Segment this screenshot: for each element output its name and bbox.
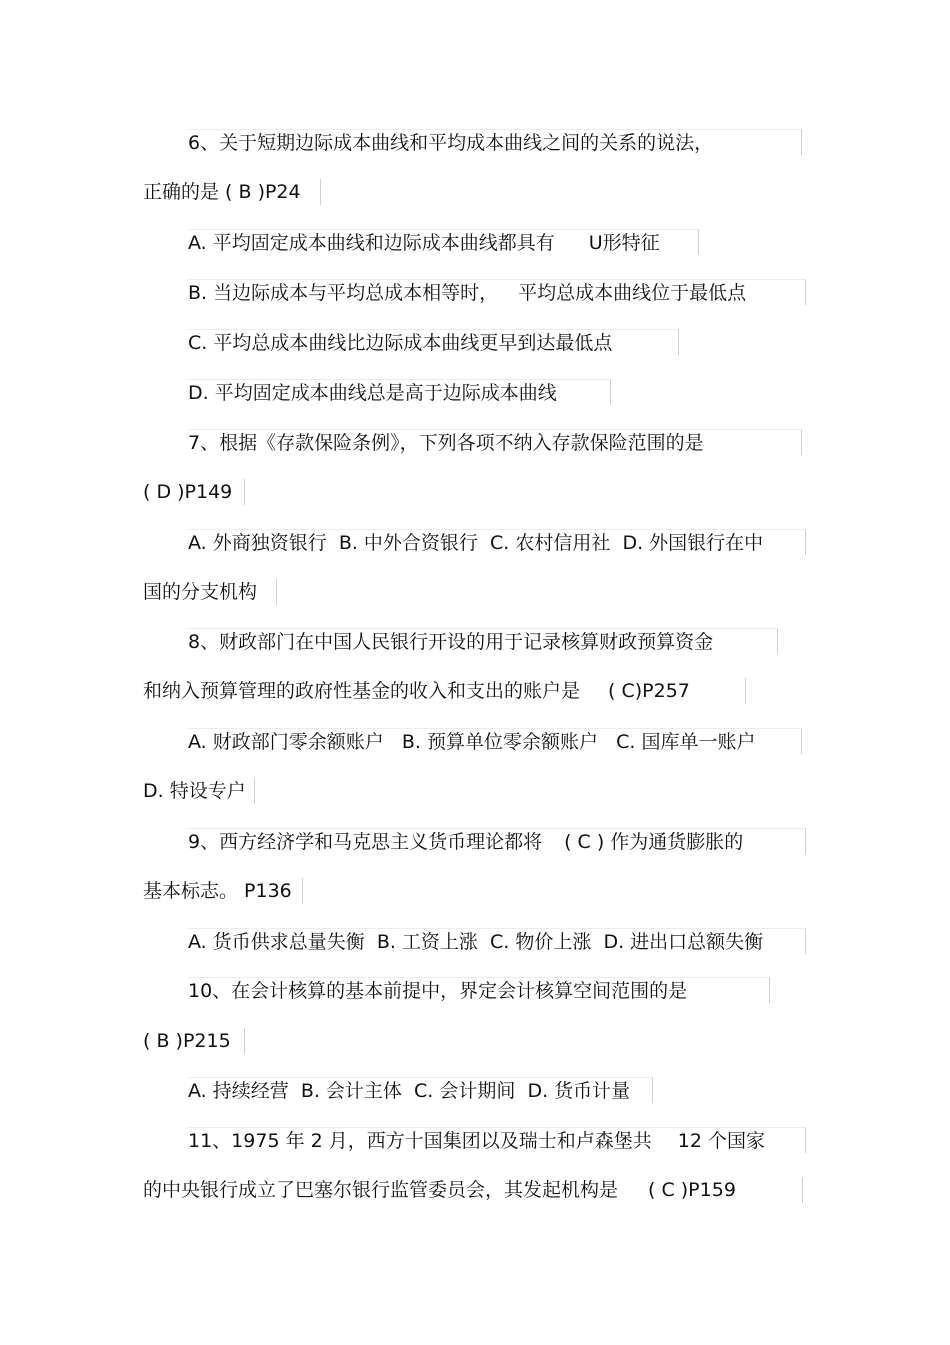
text-line: [143, 778, 255, 804]
text-segment: 基本标志。 P136: [143, 880, 292, 902]
text-line: [188, 828, 806, 854]
text-segment: D. 平均固定成本曲线总是高于边际成本曲线: [188, 382, 557, 404]
text-line: [188, 529, 806, 555]
text-segment: 6、关于短期边际成本曲线和平均成本曲线之间的关系的说法，: [188, 132, 714, 154]
text-line: [188, 129, 802, 155]
text-segment: 和纳入预算管理的政府性基金的收入和支出的账户是: [143, 680, 581, 702]
text-segment: ( C ) 作为通货膨胀的: [564, 831, 744, 853]
text-segment: ( B )P215: [143, 1030, 231, 1052]
text-segment: D. 特设专户: [143, 780, 246, 802]
text-line: [188, 728, 802, 754]
text-segment: 10、在会计核算的基本前提中，界定会计核算空间范围的是: [188, 980, 688, 1002]
text-line: [143, 878, 303, 904]
text-segment: A. 平均固定成本曲线和边际成本曲线都具有: [188, 232, 555, 254]
text-line: [143, 479, 245, 505]
text-segment: B. 当边际成本与平均总成本相等时，: [188, 282, 499, 304]
text-segment: 12 个国家: [677, 1130, 765, 1152]
text-line: [188, 279, 806, 305]
text-line: [188, 628, 778, 654]
text-segment: 11、1975 年 2 月，西方十国集团以及瑞士和卢森堡共: [188, 1130, 652, 1152]
text-line: [143, 1177, 803, 1203]
text-line: [143, 1028, 245, 1054]
text-segment: U形特征: [588, 232, 660, 254]
text-line: [188, 429, 802, 455]
text-line: [143, 579, 277, 605]
text-segment: ( C )P159: [648, 1179, 736, 1201]
text-line: [188, 1077, 653, 1103]
text-line: [143, 678, 746, 704]
text-segment: 国的分支机构: [143, 581, 258, 603]
text-line: [188, 1127, 806, 1153]
text-line: [188, 928, 806, 954]
text-segment: 8、财政部门在中国人民银行开设的用于记录核算财政预算资金: [188, 631, 714, 653]
text-line: [188, 229, 699, 255]
text-segment: ( C)P257: [608, 680, 690, 702]
text-segment: A. 财政部门零余额账户 B. 预算单位零余额账户 C. 国库单一账户: [188, 731, 756, 753]
text-segment: A. 货币供求总量失衡 B. 工资上涨 C. 物价上涨 D. 进出口总额失衡: [188, 931, 764, 953]
text-segment: 9、西方经济学和马克思主义货币理论都将: [188, 831, 543, 853]
text-segment: 7、根据《存款保险条例》，下列各项不纳入存款保险范围的是: [188, 432, 704, 454]
text-segment: C. 平均总成本曲线比边际成本曲线更早到达最低点: [188, 332, 613, 354]
text-line: [188, 329, 679, 355]
text-segment: A. 持续经营 B. 会计主体 C. 会计期间 D. 货币计量: [188, 1080, 631, 1102]
text-segment: 平均总成本曲线位于最低点: [518, 282, 747, 304]
text-segment: 的中央银行成立了巴塞尔银行监管委员会，其发起机构是: [143, 1179, 619, 1201]
text-segment: 正确的是 ( B )P24: [143, 181, 301, 203]
text-segment: ( D )P149: [143, 481, 233, 503]
text-line: [188, 977, 770, 1003]
text-line: [188, 379, 611, 405]
text-segment: A. 外商独资银行 B. 中外合资银行 C. 农村信用社 D. 外国银行在中: [188, 532, 764, 554]
text-line: [143, 179, 321, 205]
